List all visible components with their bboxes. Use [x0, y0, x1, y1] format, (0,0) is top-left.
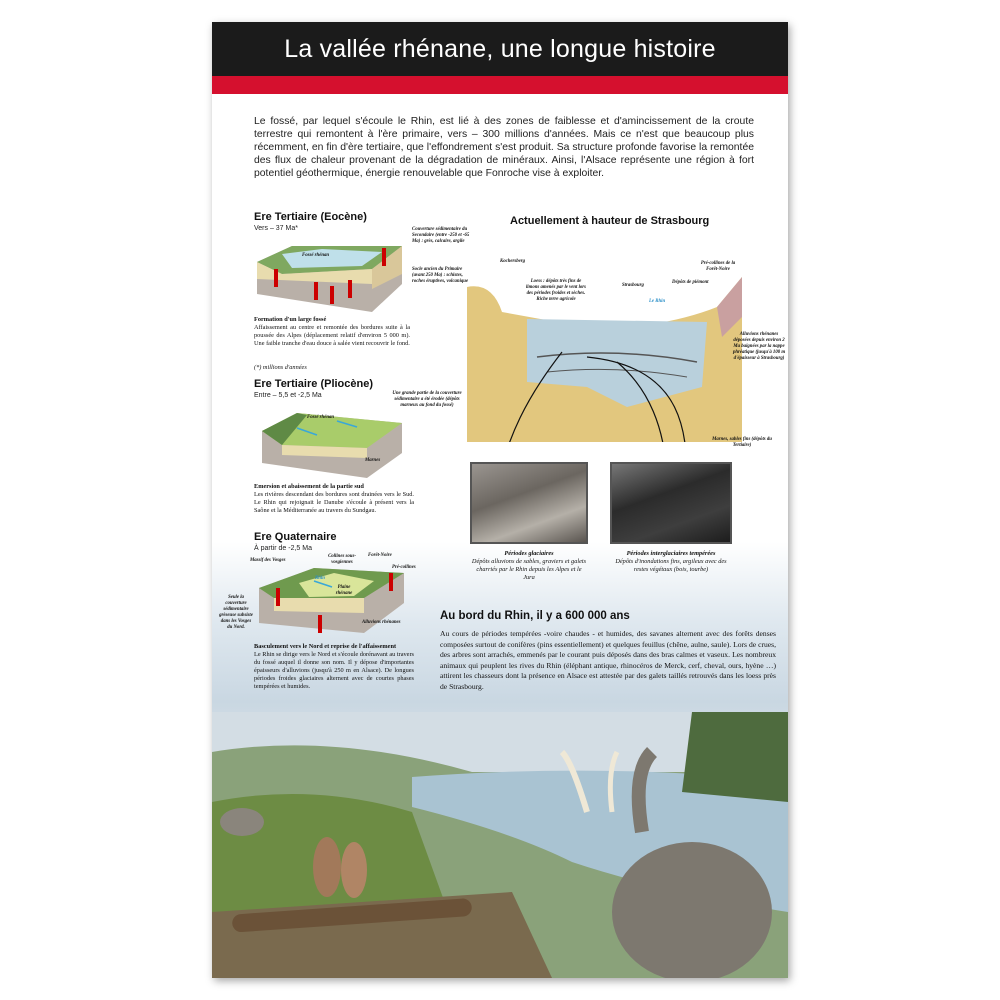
strasbourg-label: Strasbourg	[622, 283, 644, 288]
eocene-caption-title: Formation d'un large fossé	[254, 316, 327, 323]
pliocene-subtitle: Entre – 5,5 et -2,5 Ma	[254, 392, 322, 399]
pliocene-caption-title: Emersion et abaissement de la partie sud	[254, 483, 364, 490]
glacial-deposits-photo	[470, 462, 588, 544]
quaternaire-label: Massif des Vosges	[250, 558, 286, 563]
quaternaire-label: Collines sous-vosgiennes	[328, 554, 356, 565]
section-text: Au cours de périodes tempérées -voire chaudes - et humides, des savanes alternent avec des forêts denses composées surtout de conifères (pins essentiellement) et quelques feuillus (chêne, aulne, saule). Lors de crues, des arbres sont arrachés, emmenés par le courant puis déposés dans des bras calmes et vaseux. Les nombreux animaux qui peuplent les rives du Rhin (éléphant antique, rhinocéros de Merck, cerf, cheval, ours, hyène …) attirent les chasseurs dont la présence en Alsace est attestée par des galets taillés retrouvés dans les loess près de Strasbourg.	[440, 629, 776, 691]
eocene-caption	[254, 316, 410, 348]
strasbourg-cross-section	[467, 277, 747, 442]
quaternaire-subtitle: À partir de -2,5 Ma	[254, 545, 312, 552]
quaternaire-caption-title: Basculement vers le Nord et reprise de l'affaissement	[254, 643, 397, 650]
section-title: Au bord du Rhin, il y a 600 000 ans	[440, 610, 630, 622]
quaternaire-caption-text: Le Rhin se dirige vers le Nord et s'écoule dorénavant au travers du fossé auquel il donne son nom. Il y dépose d'importantes épaisseurs d'alluvions (jusqu'à 250 m en Alsace). De longues périodes froides glaciaires alternent avec de courtes phases tempérées et humides.	[254, 651, 414, 690]
photo-caption-title: Périodes interglaciaires tempérées	[626, 550, 716, 557]
quaternaire-block-diagram	[254, 563, 414, 643]
quaternaire-label: Forêt-Noire	[368, 553, 392, 558]
photo-caption-text: Dépôts alluvions de sables, graviers et galets charriés par le Rhin depuis les Alpes et le Jura	[471, 558, 587, 581]
eocene-caption-text: Affaissement au centre et remontée des bordures suite à la poussée des Alpes (déplacement relatif d'environ 5 000 m). Une faible tranche d'eau douce à salée vient recouvrir le fond.	[254, 324, 410, 347]
strasbourg-label: Pré-collines de la Forêt-Noire	[700, 261, 736, 272]
quaternaire-label: Rhin	[315, 576, 325, 581]
photo-caption-text: Dépôts d'inondations fins, argileux avec des restes végétaux (bois, tourbe)	[615, 558, 727, 573]
photo-caption	[610, 550, 732, 574]
eocene-label: Couverture sédimentaire du Secondaire (entre -250 et -65 Ma) : grès, calcaire, argile	[412, 227, 470, 244]
poster	[212, 22, 788, 978]
pliocene-caption	[254, 483, 414, 515]
interglacial-deposits-photo	[610, 462, 732, 544]
photo-caption	[470, 550, 588, 582]
strasbourg-label: Le Rhin	[649, 299, 666, 304]
quaternaire-caption	[254, 643, 414, 691]
eocene-note: (*) millions d'années	[254, 364, 307, 371]
eocene-label: Fossé rhénan	[302, 253, 330, 258]
prehistoric-landscape-illustration	[212, 712, 788, 978]
quaternaire-label: Pré-collines	[392, 565, 416, 570]
quaternaire-label: Alluvions rhénanes	[362, 620, 401, 625]
intro-paragraph: Le fossé, par lequel s'écoule le Rhin, est lié à des zones de faiblesse et d'amincissement de la croute terrestre qui remontent à l'ère primaire, vers – 300 millions d'années. Mais ce n'est que beaucoup plus récemment, en fin d'ère tertiaire, que l'effondrement s'est produit. Sa structure profonde favorise la remontée des flux de chaleur provenant de la dégradation de minéraux. Ainsi, l'Alsace représente une région à fort potentiel géothermique, énergie renouvelable que Fonroche vise à exploiter.	[254, 116, 754, 179]
page-title: La vallée rhénane, une longue histoire	[212, 22, 788, 76]
eocene-title: Ere Tertiaire (Eocène)	[254, 211, 367, 223]
photo-caption-title: Périodes glaciaires	[504, 550, 554, 557]
strasbourg-title: Actuellement à hauteur de Strasbourg	[510, 215, 710, 227]
pliocene-label: Marnes	[365, 458, 381, 463]
quaternaire-label: Plaine rhénane	[335, 585, 353, 596]
strasbourg-label: Alluvions rhénanes déposées depuis environ 2 Ma baignées par la nappe phréatique (jusqu'à 100 m d'épaisseur à Strasbourg)	[732, 332, 786, 361]
quaternaire-title: Ere Quaternaire	[254, 531, 337, 543]
pliocene-label: Une grande partie de la couverture sédimentaire a été érodée (dépôts marneux au fond du fossé)	[392, 391, 462, 408]
strasbourg-label: Dépôts de piémont	[672, 280, 709, 285]
strasbourg-label: Loess : dépôts très fins de limons amenés par le vent lors des périodes froides et sèches. Riche terre agricole	[525, 279, 587, 302]
eocene-block-diagram	[252, 234, 412, 314]
pliocene-label: Fossé rhénan	[307, 415, 335, 420]
pliocene-caption-text: Les rivières descendant des bordures sont drainées vers le Sud. Le Rhin qui rejoignait le Danube s'écoule à présent vers la Saône et la Méditerranée au travers du Sundgau.	[254, 491, 414, 514]
strasbourg-label: Marnes, sables fins (dépôts du Tertiaire)	[712, 437, 772, 448]
quaternaire-label: Seule la couverture sédimentaire grèseuse subsiste dans les Vosges du Nord.	[219, 595, 253, 630]
strasbourg-label: Kochersberg	[500, 259, 526, 264]
pliocene-title: Ere Tertiaire (Pliocène)	[254, 378, 374, 390]
eocene-subtitle: Vers – 37 Ma*	[254, 225, 298, 232]
eocene-label: Socle ancien du Primaire (avant 250 Ma) : schistes, roches éruptives, volcanique	[412, 267, 469, 284]
accent-band	[212, 76, 788, 94]
